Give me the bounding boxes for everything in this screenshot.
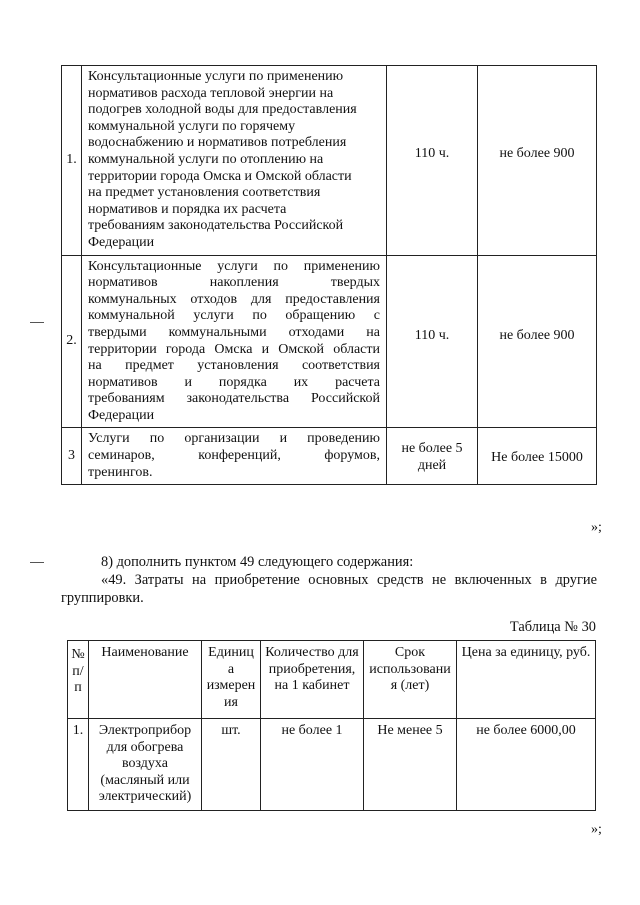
paragraph-item-8: 8) дополнить пунктом 49 следующего содержания: bbox=[101, 554, 414, 570]
service-description: Консультационные услуги по применению нормативов расхода тепловой энергии на подогрев холодной воды для предоставления коммунальной услуги по горячему водоснабжению и нормативов потребления коммунальной услуги по отоплению на территории города Омска и Омской области на предмет установления соответствия нормативов и порядка их расчета требованиям законодательства Российской Федерации bbox=[82, 66, 387, 256]
row-number: 1. bbox=[68, 719, 89, 811]
services-table bbox=[61, 65, 597, 485]
item-unit: шт. bbox=[202, 719, 261, 811]
table-row bbox=[62, 255, 597, 428]
service-description: Услуги по организации и проведению семинаров, конференций, форумов, тренингов. bbox=[82, 428, 387, 485]
item-term: Не менее 5 bbox=[364, 719, 457, 811]
header-name: Наименование bbox=[89, 641, 202, 719]
header-term: Срок использовани я (лет) bbox=[364, 641, 457, 719]
closing-quote-mark: »; bbox=[591, 822, 602, 837]
header-price: Цена за единицу, руб. bbox=[457, 641, 596, 719]
header-number: № п/п bbox=[68, 641, 89, 719]
service-price: не более 900 bbox=[478, 255, 597, 428]
service-quantity: 110 ч. bbox=[387, 66, 478, 256]
item-price: не более 6000,00 bbox=[457, 719, 596, 811]
row-number: 1. bbox=[62, 66, 82, 256]
table-row bbox=[68, 719, 596, 811]
table-header-row bbox=[68, 641, 596, 719]
row-number: 3 bbox=[62, 428, 82, 485]
service-quantity: 110 ч. bbox=[387, 255, 478, 428]
service-quantity: не более 5 дней bbox=[387, 428, 478, 485]
row-number: 2. bbox=[62, 255, 82, 428]
header-unit: Единиц а измерен ия bbox=[202, 641, 261, 719]
service-price: не более 900 bbox=[478, 66, 597, 256]
service-price: Не более 15000 bbox=[478, 428, 597, 485]
table-row bbox=[62, 66, 597, 256]
scan-mark bbox=[30, 322, 44, 323]
closing-quote-mark: »; bbox=[591, 520, 602, 535]
table-row bbox=[62, 428, 597, 485]
table-caption: Таблица № 30 bbox=[509, 619, 596, 635]
scan-mark bbox=[30, 562, 44, 563]
item-name: Электроприбор для обогрева воздуха (масляный или электрический) bbox=[89, 719, 202, 811]
fixed-assets-table bbox=[67, 640, 596, 811]
item-quantity: не более 1 bbox=[261, 719, 364, 811]
paragraph-item-49: «49. Затраты на приобретение основных средств не включенных в другие группировки. bbox=[61, 572, 597, 606]
header-quantity: Количество для приобретения, на 1 кабинет bbox=[261, 641, 364, 719]
service-description: Консультационные услуги по применению нормативов накопления твердых коммунальных отходов для предоставления коммунальной услуги по обращению с твердыми коммунальными отходами на территории города Омска и Омской области на предмет установления соответствия нормативов и порядка их расчета требованиям законодательства Российской Федерации bbox=[82, 255, 387, 428]
